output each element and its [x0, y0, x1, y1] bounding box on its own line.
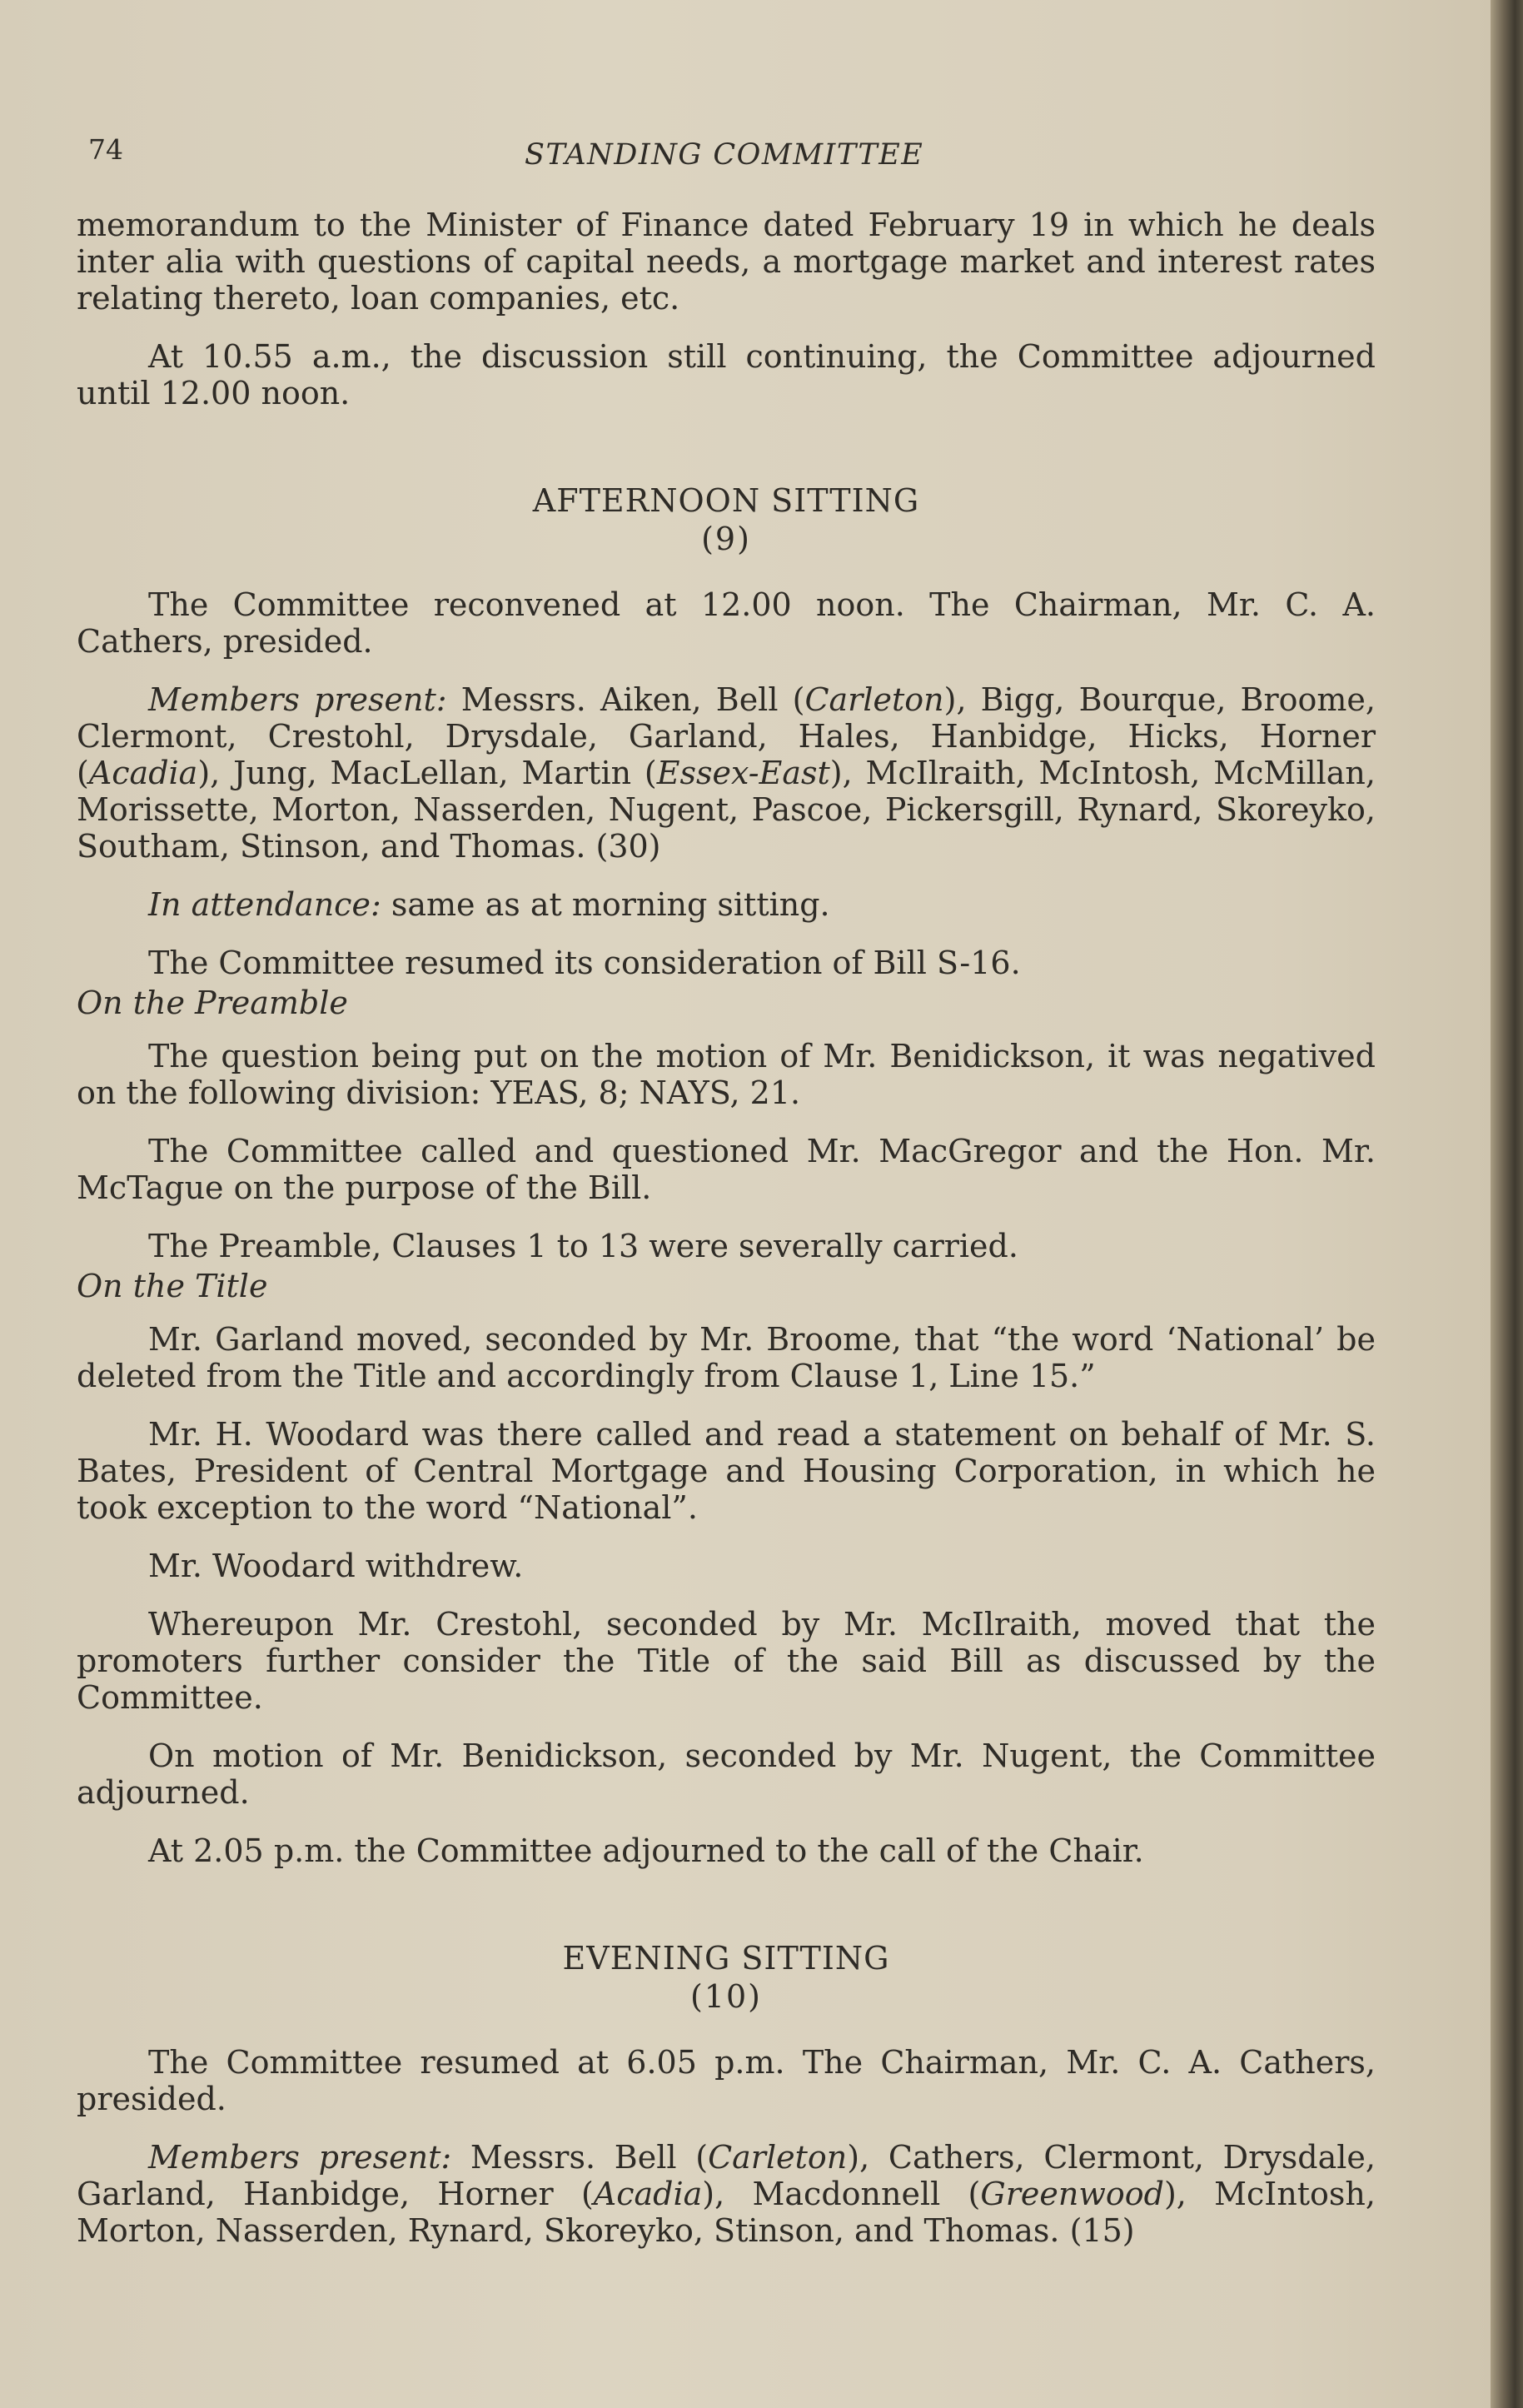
paragraph-called-questioned: The Committee called and questioned Mr. MacGregor and the Hon. Mr. McTague on the purpose of the Bill.	[77, 1133, 1376, 1206]
paragraph-memorandum: memorandum to the Minister of Finance dated February 19 in which he deals inter alia with questions of capital needs, a mortgage market and interest rates relating thereto, loan companies, etc.	[77, 207, 1376, 317]
members-text: ), Cathers, Clermont, Drysdale, Garland, Hanbidge, Horner (	[77, 2139, 1376, 2212]
riding-acadia: Acadia	[88, 755, 198, 791]
afternoon-sitting-heading	[77, 481, 1376, 558]
paragraph-adjourned-noon: At 10.55 a.m., the discussion still continuing, the Committee adjourned until 12.00 noon.	[77, 338, 1376, 411]
paragraph-in-attendance	[77, 886, 1376, 923]
paragraph-evening-resumed: The Committee resumed at 6.05 p.m. The Chairman, Mr. C. A. Cathers, presided.	[77, 2044, 1376, 2117]
paragraph-members-present-afternoon	[77, 681, 1376, 865]
running-title: STANDING COMMITTEE	[525, 138, 924, 172]
paragraph-crestohl-motion: Whereupon Mr. Crestohl, seconded by Mr. McIlraith, moved that the promoters further consider the Title of the said Bill as discussed by the Committee.	[77, 1606, 1376, 1716]
riding-greenwood: Greenwood	[980, 2176, 1164, 2212]
members-text: ), Jung, MacLellan, Martin (	[197, 755, 657, 791]
riding-carleton: Carleton	[708, 2139, 848, 2176]
paragraph-members-present-evening	[77, 2139, 1376, 2249]
members-text: Messrs. Aiken, Bell (	[446, 681, 805, 718]
subheading-preamble: On the Preamble	[77, 985, 348, 1021]
afternoon-sitting-title: AFTERNOON SITTING	[532, 482, 920, 519]
evening-sitting-number: (10)	[689, 1978, 762, 2015]
members-text: ), McIlraith, McIntosh, McMillan, Morissette, Morton, Nasserden, Nugent, Pascoe, Pickersgill, Rynard, Skoreyko, Southam, Stinson, and Thomas. (30)	[77, 755, 1376, 865]
riding-carleton: Carleton	[804, 681, 944, 718]
page-header	[0, 133, 1491, 175]
paragraph-question-division: The question being put on the motion of Mr. Benidickson, it was negatived on the following division: YEAS, 8; NAYS, 21.	[77, 1038, 1376, 1111]
paragraph-adjourned-chair: At 2.05 p.m. the Committee adjourned to the call of the Chair.	[148, 1832, 1144, 1869]
in-attendance-text: same as at morning sitting.	[381, 886, 830, 923]
in-attendance-label: In attendance:	[148, 886, 381, 923]
members-text: ), McIntosh, Morton, Nasserden, Rynard, Skoreyko, Stinson, and Thomas. (15)	[77, 2176, 1376, 2249]
riding-acadia: Acadia	[593, 2176, 703, 2212]
members-present-label: Members present:	[148, 2139, 452, 2176]
paragraph-garland-motion: Mr. Garland moved, seconded by Mr. Broome, that “the word ‘National’ be deleted from the Title and accordingly from Clause 1, Line 15.”	[77, 1321, 1376, 1394]
paragraph-preamble-carried: The Preamble, Clauses 1 to 13 were severally carried.	[148, 1228, 1018, 1264]
paragraph-resumed-bill: The Committee resumed its consideration of Bill S-16.	[148, 945, 1021, 981]
afternoon-sitting-number: (9)	[701, 521, 751, 557]
members-text: ), Macdonnell (	[702, 2176, 981, 2212]
page-body	[77, 207, 1376, 2271]
paragraph-woodard-withdrew: Mr. Woodard withdrew.	[148, 1548, 524, 1584]
subheading-title: On the Title	[77, 1268, 268, 1304]
book-spine-shadow	[1491, 0, 1523, 2408]
members-text: Messrs. Bell (	[451, 2139, 709, 2176]
members-present-label: Members present:	[148, 681, 447, 718]
members-text: ), Bigg, Bourque, Broome, Clermont, Crestohl, Drysdale, Garland, Hales, Hanbidge, Hicks, Horner (	[77, 681, 1376, 791]
paragraph-reconvened: The Committee reconvened at 12.00 noon. The Chairman, Mr. C. A. Cathers, presided.	[77, 586, 1376, 660]
paragraph-benidickson-motion: On motion of Mr. Benidickson, seconded by Mr. Nugent, the Committee adjourned.	[77, 1737, 1376, 1811]
evening-sitting-title: EVENING SITTING	[562, 1940, 890, 1977]
paragraph-woodard-statement: Mr. H. Woodard was there called and read a statement on behalf of Mr. S. Bates, President of Central Mortgage and Housing Corporation, in which he took exception to the word “National”.	[77, 1416, 1376, 1526]
riding-essex-east: Essex-East	[656, 755, 830, 791]
evening-sitting-heading	[77, 1939, 1376, 2016]
page-number: 74	[88, 133, 123, 166]
